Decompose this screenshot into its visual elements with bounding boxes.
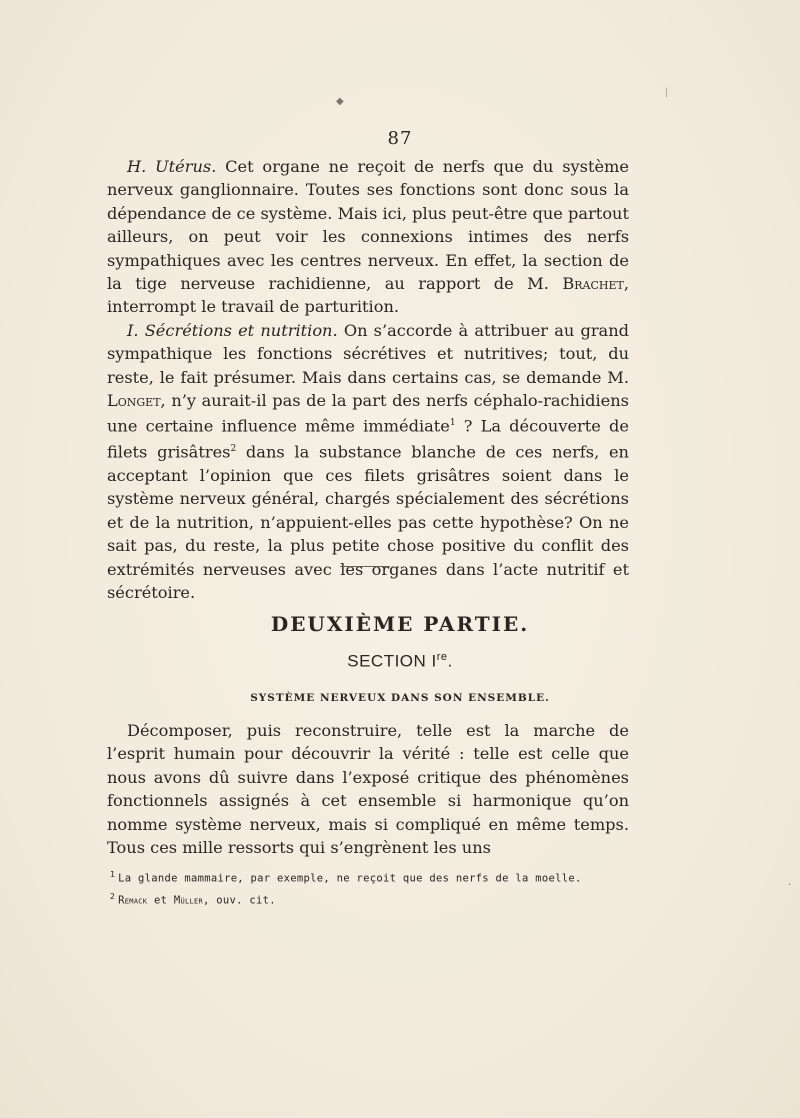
page-number: 87 (387, 128, 413, 149)
separator-rule (340, 566, 390, 567)
paragraph-label: I. Sécrétions et nutrition. (127, 320, 338, 340)
section-title-text: SECTION I (347, 651, 437, 671)
footnote-author: Remack (118, 894, 148, 906)
paragraph-text-end: dans la substance blanche de ces nerfs, en acceptant l’opinion que ces filets grisâtres soient dans le système nerveux général, chargés spécialement des sécrétions et de la nutrition, n’appuient-elles pas cette hypothèse? On ne sait pas, du reste, la plus petite chose positive du conflit des extrémités nerveuses avec les organes dans l’acte nutritif et sécrétoire. (107, 442, 629, 603)
section-title-end: . (447, 651, 453, 671)
paragraph-label: H. Utérus. (127, 157, 217, 176)
paragraph-secretions (107, 319, 629, 605)
paper-speck: · (788, 880, 792, 891)
paragraph-text-mid: , n’y aurait-il pas de la part des nerfs céphalo-rachidiens une certaine influence même immédiate (107, 391, 629, 436)
footnote-text: La glande mammaire, par exemple, ne reçoit que des nerfs de la moelle. (118, 872, 582, 885)
footnote-author-2: Müller (173, 894, 204, 906)
paragraph-text: On s’accorde à attribuer au grand sympathique les fonctions sécrétives et nutritives; tout, du reste, le fait présumer. Mais dans certains cas, se demande M. (107, 320, 629, 387)
paragraph-uterus (107, 155, 629, 319)
paper-mark: ⟍ (659, 87, 672, 100)
paragraph-decomposer: Décomposer, puis reconstruire, telle est la marche de l’esprit humain pour découvrir la vérité : telle est celle que nous avons dû suivre dans l’exposé critique des phénomènes fonctionnels assignés à cet ensemble si harmonique qu’on nomme système nerveux, mais si compliqué en même temps. Tous ces mille ressorts qui s’engrènent les uns (107, 721, 629, 858)
footnote-ref-2[interactable]: 2 (230, 444, 237, 455)
paragraph-text: Cet organe ne reçoit de nerfs que du système nerveux ganglionnaire. Toutes ses fonctions sont donc sous la dépendance de ce système. Mais ici, plus peut-être que partout ailleurs, on peut voir les connexions intimes des nerfs sympathiques avec les centres nerveux. En effet, la section de la tige nerveuse rachidienne, au rapport de M. (107, 157, 629, 294)
author-name: Longet (107, 391, 161, 411)
section-title-sup: re (436, 651, 448, 663)
footnotes (110, 866, 610, 909)
footnote-ref-1[interactable]: 1 (449, 418, 456, 429)
top-text-block (107, 155, 629, 605)
footnote-text-mid: et (147, 894, 174, 906)
paper-speck: ◆ (336, 96, 344, 107)
footnote-2 (110, 888, 610, 910)
paragraph-text-end: , interrompt le travail de parturition. (107, 274, 629, 317)
author-name: Brachet (562, 274, 624, 294)
footnote-mark: 2 (110, 891, 116, 901)
section-title (0, 651, 800, 672)
second-text-block (107, 719, 629, 859)
paragraph-text-mid2: ? La découverte de filets grisâtres (107, 416, 629, 462)
footnote-1 (110, 866, 610, 888)
footnote-mark: 1 (110, 870, 116, 879)
footnote-text: , ouv. cit. (203, 894, 276, 906)
subsection-title: SYSTÈME NERVEUX DANS SON ENSEMBLE. (250, 692, 550, 704)
part-title: DEUXIÈME PARTIE. (270, 612, 530, 636)
